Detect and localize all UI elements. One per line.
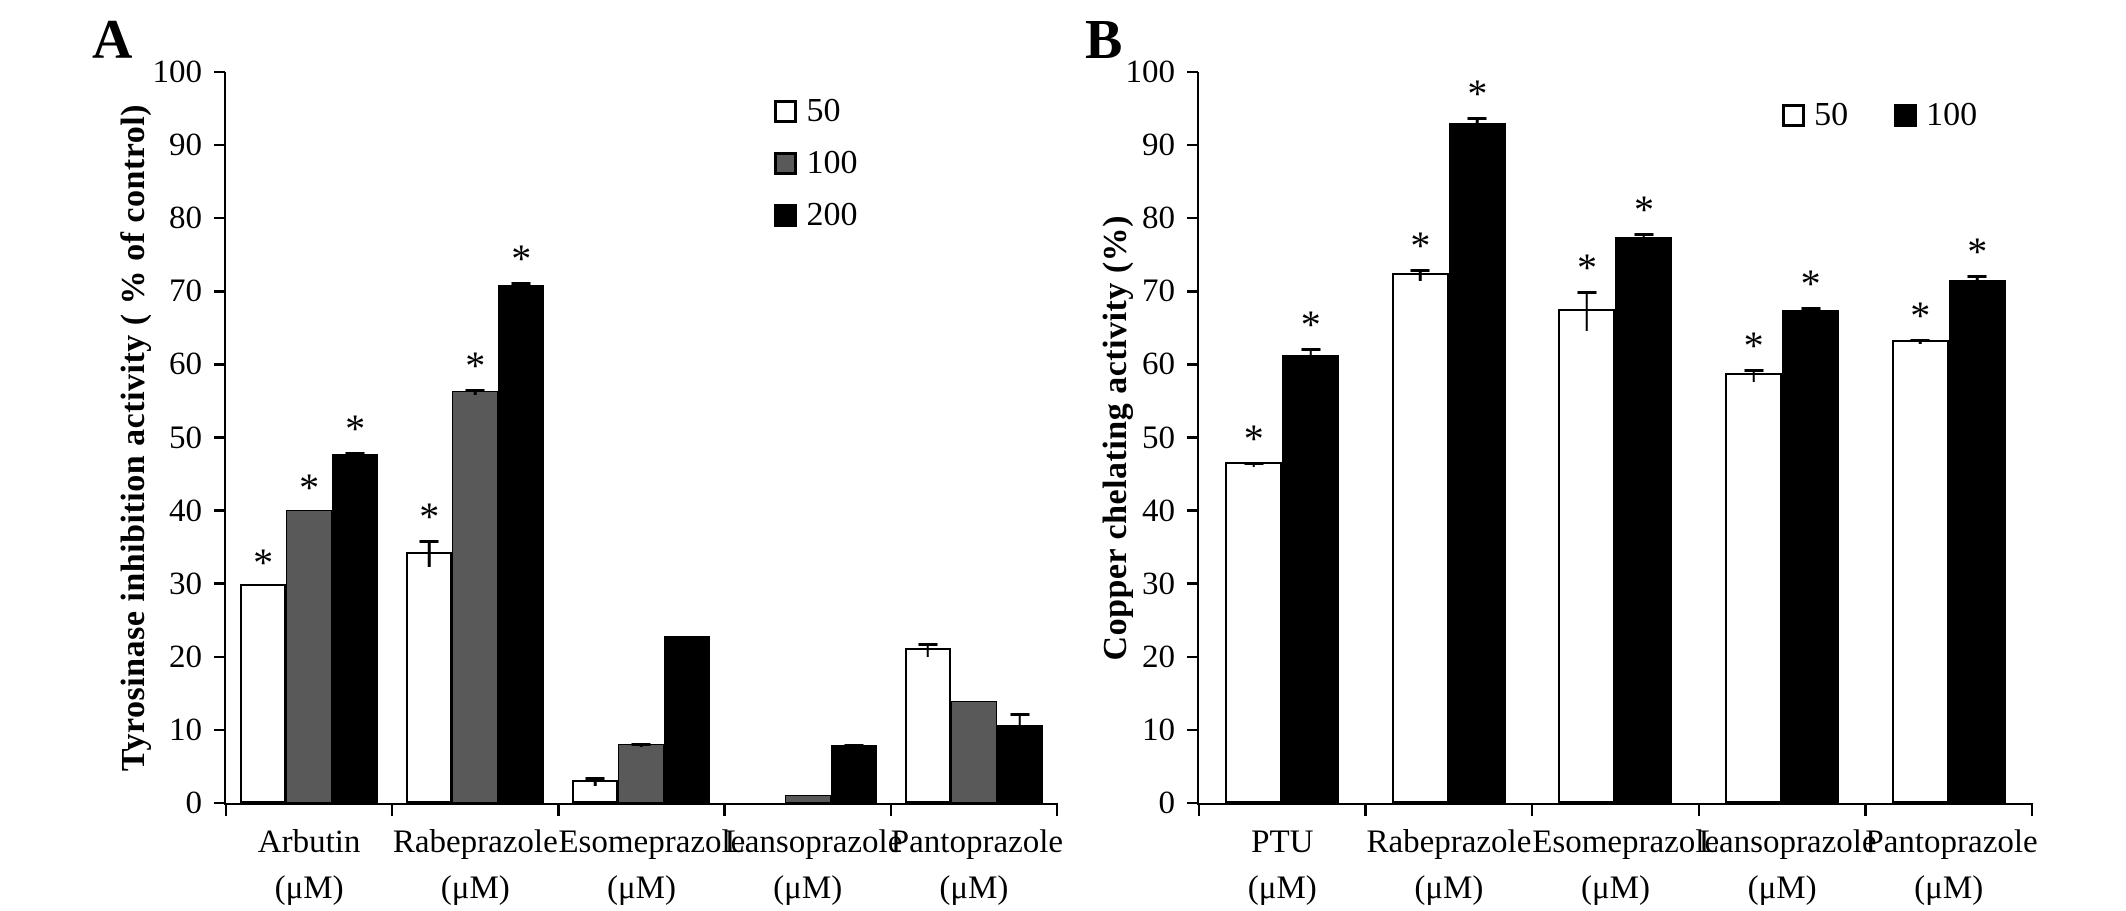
- category-group-rabeprazole: [392, 72, 558, 803]
- y-tick-mark: [1187, 802, 1198, 805]
- legend-item-50: [774, 94, 857, 128]
- significance-asterisk: *: [345, 406, 366, 452]
- category-name: PTU: [1251, 824, 1314, 860]
- category-label-lansoprazole: [1698, 819, 1877, 911]
- error-bar-cap: [1301, 348, 1320, 351]
- error-bar-cap: [1468, 117, 1487, 120]
- y-tick-mark: [1187, 290, 1198, 293]
- error-bar-cap: [586, 777, 605, 780]
- y-tick-mark: [1187, 144, 1198, 147]
- bar-lansoprazole-100: [1782, 260, 1839, 803]
- bar-pantoprazole-50: [1892, 293, 1949, 803]
- legend-label-100: 100: [806, 144, 858, 181]
- legend-swatch-100: [774, 152, 797, 175]
- y-tick-mark: [214, 509, 225, 512]
- bar-pantoprazole-100: [1949, 229, 2006, 803]
- y-tick-label: 40: [1142, 492, 1175, 529]
- bar-arbutin-200: [332, 406, 378, 803]
- x-tick-mark: [1698, 803, 1701, 816]
- significance-asterisk: *: [1910, 293, 1931, 339]
- bar-lansoprazole-200: [831, 745, 877, 803]
- category-name: Rabeprazole: [392, 824, 558, 860]
- y-tick-label: 60: [1142, 346, 1175, 383]
- error-bar-cap: [1911, 339, 1930, 342]
- x-tick-mark: [1056, 803, 1059, 816]
- y-tick-mark: [214, 436, 225, 439]
- y-tick-label: 20: [1142, 638, 1175, 675]
- error-bar-cap: [1244, 462, 1263, 465]
- y-tick-mark: [214, 363, 225, 366]
- category-unit: (μM): [440, 870, 510, 907]
- error-bar-cap: [1968, 275, 1987, 278]
- bar-rabeprazole-50: [406, 493, 452, 803]
- legend-label-200: 200: [806, 196, 858, 233]
- y-tick-mark: [214, 729, 225, 732]
- category-group-arbutin: [226, 72, 392, 803]
- error-bar-cap: [1744, 369, 1763, 372]
- y-tick-label: 0: [185, 785, 202, 821]
- error-bar-cap: [844, 744, 863, 747]
- category-name: Pantoprazole: [890, 824, 1064, 860]
- y-tick-mark: [1187, 582, 1198, 585]
- error-bar-cap: [346, 452, 365, 455]
- error-bar-cap: [1634, 233, 1653, 236]
- error-bar-cap: [466, 389, 485, 392]
- legend-swatch-100: [1894, 104, 1917, 127]
- error-bar-cap: [1577, 291, 1596, 294]
- y-tick-mark: [214, 144, 225, 147]
- category-label-rabeprazole: [1366, 819, 1533, 911]
- y-tick-label: 30: [169, 565, 202, 602]
- category-name: Pantoprazole: [1865, 824, 2038, 860]
- significance-asterisk: *: [1967, 229, 1988, 275]
- legend-label-100: 100: [1926, 96, 1978, 133]
- legend-item-100: [774, 146, 857, 180]
- bar-arbutin-100: [286, 464, 332, 803]
- panel-a-letter: A: [92, 9, 133, 71]
- category-unit: (μM): [1747, 870, 1817, 907]
- y-tick-label: 10: [1142, 711, 1175, 748]
- bar-lansoprazole-100: [785, 795, 831, 803]
- y-tick-label: 20: [169, 638, 202, 675]
- category-group-rabeprazole: [1366, 72, 1533, 803]
- y-tick-mark: [1187, 436, 1198, 439]
- error-bar-whisker: [1019, 713, 1022, 736]
- significance-asterisk: *: [465, 342, 486, 388]
- bar-rabeprazole-100: [452, 342, 498, 803]
- x-tick-mark: [225, 803, 228, 816]
- bar-ptu-100: [1282, 302, 1339, 803]
- panel-b-plot-area: [1125, 54, 2038, 907]
- y-tick-label: 0: [1158, 785, 1175, 821]
- error-bar-whisker: [1586, 291, 1589, 330]
- panel-a-y-axis-title-text: Tyrosinase inhibition activity ( % of control): [115, 103, 152, 772]
- legend-panel-a: [774, 94, 857, 232]
- panel-b-y-axis-title-text: Copper chelating activity (%): [1097, 214, 1134, 661]
- category-label-pantoprazole: [890, 819, 1064, 911]
- bar-esomeprazole-100: [618, 744, 664, 803]
- error-bar-whisker: [428, 540, 431, 568]
- category-group-pantoprazole: [1865, 72, 2032, 803]
- legend-label-50: 50: [1814, 96, 1849, 133]
- y-tick-mark: [214, 290, 225, 293]
- y-tick-label: 100: [152, 54, 202, 90]
- bar-esomeprazole-100: [1615, 186, 1672, 803]
- significance-asterisk: *: [1800, 260, 1821, 306]
- significance-asterisk: *: [1467, 70, 1488, 116]
- y-tick-label: 40: [169, 492, 202, 529]
- y-tick-label: 90: [1142, 127, 1175, 164]
- panel-b: [1063, 0, 2126, 907]
- significance-asterisk: *: [253, 540, 274, 586]
- significance-asterisk: *: [511, 235, 532, 281]
- x-tick-mark: [1364, 803, 1367, 816]
- y-tick-mark: [1187, 509, 1198, 512]
- y-tick-mark: [214, 656, 225, 659]
- panel-a-plot-area: [152, 54, 1064, 907]
- bar-pantoprazole-50: [905, 648, 951, 803]
- category-group-ptu: [1199, 72, 1366, 803]
- y-tick-label: 70: [1142, 273, 1175, 310]
- y-tick-label: 100: [1125, 54, 1175, 90]
- y-tick-mark: [214, 217, 225, 220]
- x-tick-mark: [890, 803, 893, 816]
- legend-label-50: 50: [806, 92, 841, 129]
- y-tick-mark: [1187, 656, 1198, 659]
- significance-asterisk: *: [419, 493, 440, 539]
- y-tick-label: 80: [1142, 200, 1175, 237]
- category-label-lansoprazole: [724, 819, 903, 911]
- significance-asterisk: *: [1633, 186, 1654, 232]
- legend-swatch-200: [774, 204, 797, 227]
- legend-swatch-50: [774, 100, 797, 123]
- error-bar-cap: [1010, 713, 1029, 716]
- panel-a: [0, 0, 1064, 907]
- y-tick-label: 50: [169, 419, 202, 456]
- category-unit: (μM): [773, 870, 843, 907]
- error-bar-cap: [1801, 307, 1820, 310]
- legend-panel-b: [1782, 98, 1977, 132]
- bar-lansoprazole-50: [1725, 322, 1782, 803]
- category-name: Lansoprazole: [1698, 824, 1877, 860]
- bar-esomeprazole-50: [1558, 245, 1615, 803]
- error-bar-cap: [420, 540, 439, 543]
- x-tick-mark: [723, 803, 726, 816]
- category-label-ptu: [1199, 819, 1366, 911]
- category-unit: (μM): [274, 870, 344, 907]
- y-tick-mark: [214, 582, 225, 585]
- significance-asterisk: *: [1300, 302, 1321, 348]
- y-tick-mark: [214, 71, 225, 74]
- category-group-lansoprazole: [1699, 72, 1866, 803]
- category-label-esomeprazole: [558, 819, 746, 911]
- category-unit: (μM): [939, 870, 1009, 907]
- y-tick-mark: [214, 802, 225, 805]
- bar-esomeprazole-200: [664, 636, 710, 803]
- error-bar-cap: [1411, 269, 1430, 272]
- y-tick-label: 80: [169, 200, 202, 237]
- significance-asterisk: *: [1410, 223, 1431, 269]
- error-bar-cap: [512, 282, 531, 285]
- bar-ptu-50: [1225, 416, 1282, 803]
- x-tick-mark: [1864, 803, 1867, 816]
- category-name: Rabeprazole: [1366, 824, 1532, 860]
- y-tick-mark: [1187, 71, 1198, 74]
- bar-pantoprazole-200: [997, 725, 1043, 803]
- x-tick-mark: [2031, 803, 2034, 816]
- significance-asterisk: *: [1243, 416, 1264, 462]
- y-tick-label: 30: [1142, 565, 1175, 602]
- category-group-esomeprazole: [558, 72, 724, 803]
- category-label-rabeprazole: [392, 819, 558, 911]
- significance-asterisk: *: [299, 464, 320, 510]
- y-tick-label: 90: [169, 127, 202, 164]
- category-name: Esomeprazole: [558, 824, 746, 860]
- category-name: Lansoprazole: [724, 824, 903, 860]
- bar-rabeprazole-50: [1392, 223, 1449, 803]
- legend-item-100: [1894, 98, 1977, 132]
- category-name: Arbutin: [257, 824, 361, 860]
- category-group-pantoprazole: [891, 72, 1057, 803]
- category-unit: (μM): [606, 870, 676, 907]
- x-tick-mark: [557, 803, 560, 816]
- category-name: Esomeprazole: [1532, 824, 1720, 860]
- significance-asterisk: *: [1576, 245, 1597, 291]
- error-bar-cap: [918, 643, 937, 646]
- x-tick-mark: [391, 803, 394, 816]
- y-tick-label: 10: [169, 711, 202, 748]
- y-tick-mark: [1187, 729, 1198, 732]
- legend-item-200: [774, 198, 857, 232]
- category-label-arbutin: [226, 819, 392, 911]
- category-group-esomeprazole: [1532, 72, 1699, 803]
- bar-arbutin-50: [240, 540, 286, 803]
- y-tick-label: 70: [169, 273, 202, 310]
- bar-esomeprazole-50: [572, 780, 618, 803]
- category-unit: (μM): [1580, 870, 1650, 907]
- category-label-esomeprazole: [1532, 819, 1720, 911]
- error-bar-cap: [632, 743, 651, 746]
- legend-item-50: [1782, 98, 1848, 132]
- y-tick-mark: [1187, 363, 1198, 366]
- x-tick-mark: [1198, 803, 1201, 816]
- x-tick-mark: [1531, 803, 1534, 816]
- y-tick-label: 60: [169, 346, 202, 383]
- category-unit: (μM): [1247, 870, 1317, 907]
- category-label-pantoprazole: [1865, 819, 2038, 911]
- panel-b-letter: B: [1085, 9, 1123, 71]
- y-tick-mark: [1187, 217, 1198, 220]
- bar-rabeprazole-200: [498, 235, 544, 803]
- legend-swatch-50: [1782, 104, 1805, 127]
- bar-pantoprazole-100: [951, 701, 997, 803]
- y-tick-label: 50: [1142, 419, 1175, 456]
- category-unit: (μM): [1914, 870, 1984, 907]
- category-unit: (μM): [1414, 870, 1484, 907]
- bar-rabeprazole-100: [1449, 70, 1506, 803]
- significance-asterisk: *: [1743, 322, 1764, 368]
